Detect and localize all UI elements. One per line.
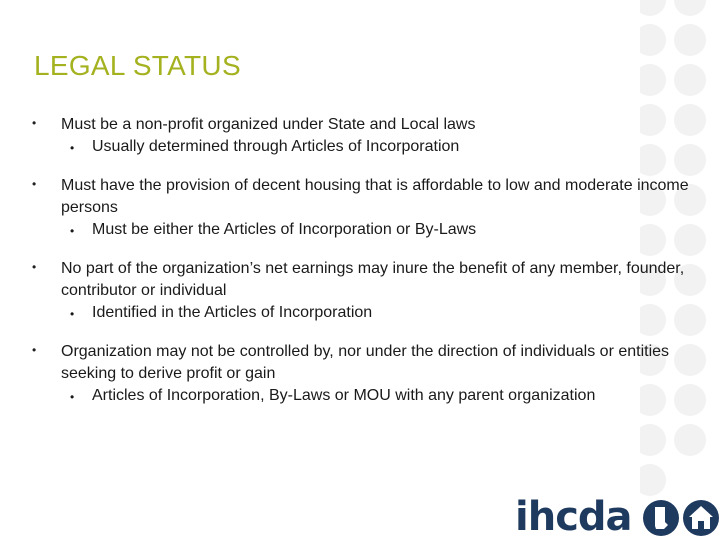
sub-bullet-marker: • [70, 141, 75, 155]
sub-bullet [70, 219, 712, 240]
sub-bullet-marker: • [70, 307, 75, 321]
sub-bullet-marker: • [70, 390, 75, 404]
logo-icons [643, 498, 720, 538]
bullet-text: Must have the provision of decent housing that is affordable to low and moderate income persons [61, 177, 689, 216]
bullet-item [0, 258, 712, 323]
sub-bullet-marker: • [70, 224, 75, 238]
bullet-marker: • [32, 260, 37, 274]
bullet-text: No part of the organization’s net earnings may inure the benefit of any member, founder, contributor or individual [61, 260, 685, 299]
bullet-list [0, 114, 712, 424]
slide-title: LEGAL STATUS [34, 50, 241, 81]
bullet-marker: • [32, 177, 37, 191]
sub-bullet-text: Articles of Incorporation, By-Laws or MOU with any parent organization [92, 387, 596, 404]
house-icon [683, 500, 719, 536]
sub-bullet-text: Usually determined through Articles of Incorporation [92, 138, 460, 155]
bullet-marker: • [32, 116, 37, 130]
sub-bullet [70, 302, 712, 323]
bullet-marker: • [32, 343, 37, 357]
logo-wordmark: ihcda [515, 494, 632, 540]
sub-bullet [70, 385, 712, 406]
bullet-item [0, 175, 712, 240]
sub-bullet [70, 136, 712, 157]
bullet-item [0, 114, 712, 157]
sub-bullet-text: Must be either the Articles of Incorporation or By-Laws [92, 221, 477, 238]
sub-bullet-text: Identified in the Articles of Incorporation [92, 304, 373, 321]
bullet-text: Must be a non-profit organized under State and Local laws [61, 116, 476, 133]
bullet-item [0, 341, 712, 406]
ihcda-logo [515, 494, 720, 540]
bullet-text: Organization may not be controlled by, nor under the direction of individuals or entities seeking to derive profit or gain [61, 343, 670, 382]
indiana-state-icon [643, 500, 679, 536]
